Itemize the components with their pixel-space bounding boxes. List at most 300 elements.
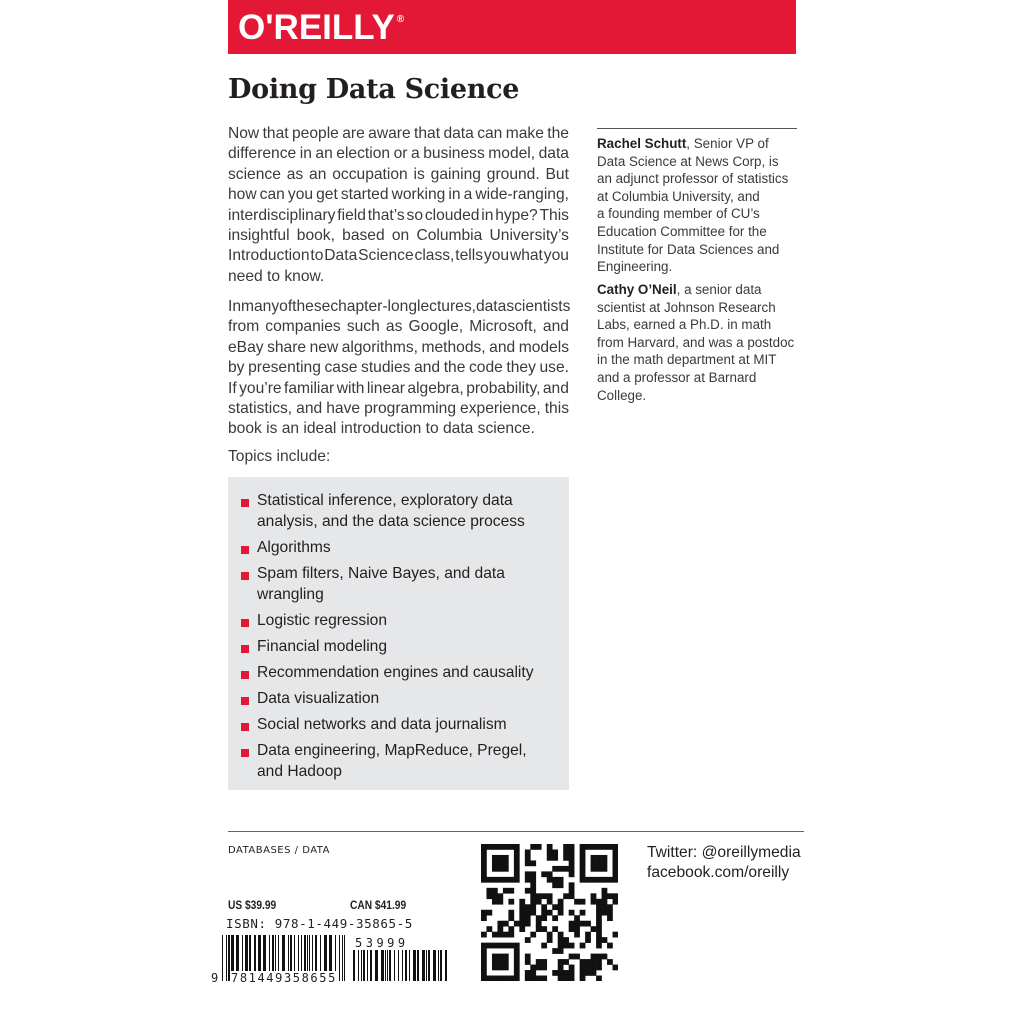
qr-module (514, 849, 520, 855)
qr-module (486, 976, 492, 981)
qr-module (569, 976, 575, 981)
qr-module (486, 877, 492, 883)
price-addon-barcode (353, 950, 451, 981)
qr-module (497, 932, 503, 938)
author-bio-1 (597, 135, 788, 276)
qr-module (558, 937, 564, 943)
qr-module (530, 844, 536, 850)
qr-module (525, 959, 531, 965)
qr-module (596, 954, 602, 960)
bio-line: at Columbia University, and (597, 188, 760, 204)
qr-module (596, 921, 602, 927)
qr-module (497, 921, 503, 927)
qr-module (530, 904, 536, 910)
description-paragraph-2 (228, 297, 569, 440)
topic-line: Social networks and data journalism (257, 716, 507, 733)
qr-module (585, 965, 591, 971)
qr-module (503, 954, 509, 960)
topic-line: Statistical inference, exploratory data (257, 492, 513, 509)
qr-module (563, 976, 569, 981)
paragraph-line: In many of these chapter-long lectures, data scientists (228, 298, 571, 315)
qr-module (481, 970, 487, 976)
qr-module (497, 860, 503, 866)
barcode-bar (344, 935, 345, 981)
qr-module (591, 926, 597, 932)
bullet-square-icon (241, 645, 249, 653)
paragraph-line: need to know. (228, 267, 325, 285)
barcode-first-digit: 9 (211, 971, 219, 985)
qr-module (525, 976, 531, 981)
qr-module (607, 844, 613, 850)
qr-module (558, 866, 564, 872)
qr-module (591, 959, 597, 965)
qr-module (497, 844, 503, 850)
topic-line: Logistic regression (257, 612, 388, 629)
qr-module (558, 965, 564, 971)
qr-module (525, 910, 531, 916)
bio-line: an adjunct professor of statistics (597, 171, 789, 187)
bio-divider (597, 128, 797, 129)
qr-module (492, 844, 498, 850)
paragraph-line: If you’re familiar with linear algebra, probability, and (228, 379, 569, 397)
qr-module (541, 910, 547, 916)
bio-line: scientist at Johnson Research (597, 299, 776, 315)
barcode-bar (358, 950, 359, 981)
qr-module (607, 915, 613, 921)
bio-line (597, 135, 788, 153)
qr-module (541, 871, 547, 877)
qr-module (547, 871, 553, 877)
qr-module (547, 877, 553, 883)
topic-line: Data engineering, MapReduce, Pregel, (257, 742, 527, 759)
qr-module (530, 910, 536, 916)
topic-line: Data visualization (257, 690, 380, 707)
qr-module (613, 893, 618, 899)
qr-module (569, 866, 575, 872)
qr-module (547, 849, 553, 855)
qr-module (596, 976, 602, 981)
qr-module (591, 844, 597, 850)
barcode-bar (398, 950, 399, 981)
bio-line: Labs, earned a Ph.D. in math (597, 317, 772, 333)
topic-item (257, 563, 505, 605)
qr-module (569, 860, 575, 866)
qr-module (580, 871, 586, 877)
qr-module (580, 855, 586, 861)
qr-module (558, 943, 564, 949)
barcode-bar (440, 950, 442, 981)
qr-module (574, 915, 580, 921)
qr-module (596, 932, 602, 938)
qr-module (486, 910, 492, 916)
qr-module (514, 976, 520, 981)
qr-module (530, 899, 536, 905)
qr-module (541, 965, 547, 971)
qr-module (519, 910, 525, 916)
qr-module (541, 915, 547, 921)
qr-module (585, 921, 591, 927)
qr-module (514, 871, 520, 877)
qr-module (497, 943, 503, 949)
qr-module (536, 893, 542, 899)
qr-module (596, 943, 602, 949)
qr-module (525, 937, 531, 943)
qr-module (580, 899, 586, 905)
qr-module (569, 871, 575, 877)
barcode-digits: 781449358655 (231, 971, 337, 985)
qr-module (508, 926, 514, 932)
qr-module (552, 849, 558, 855)
qr-module (492, 943, 498, 949)
qr-module (596, 926, 602, 932)
paragraph-line: Introduction to Data Science class, tells you what you (228, 247, 569, 265)
barcode-bar (413, 950, 416, 981)
qr-module (596, 937, 602, 943)
qr-module (558, 959, 564, 965)
price-us: US $39.99 (228, 898, 277, 912)
qr-module (596, 904, 602, 910)
qr-module (503, 932, 509, 938)
qr-module (481, 932, 487, 938)
qr-module (525, 871, 531, 877)
qr-module (541, 959, 547, 965)
bullet-square-icon (241, 723, 249, 731)
barcode-bar (222, 935, 223, 981)
qr-module (569, 954, 575, 960)
qr-module (503, 844, 509, 850)
qr-module (519, 899, 525, 905)
qr-module (552, 915, 558, 921)
qr-module (613, 871, 618, 877)
qr-module (481, 866, 487, 872)
qr-module (481, 965, 487, 971)
qr-module (525, 970, 531, 976)
qr-module (569, 965, 575, 971)
barcode-bar (405, 950, 407, 981)
qr-module (607, 943, 613, 949)
qr-module (613, 849, 618, 855)
topic-line: analysis, and the data science process (257, 513, 525, 530)
bio-line: Institute for Data Sciences and (597, 241, 780, 257)
qr-module (602, 899, 608, 905)
qr-module (613, 899, 618, 905)
qr-module (596, 860, 602, 866)
qr-module (536, 959, 542, 965)
qr-module (591, 899, 597, 905)
qr-module (547, 937, 553, 943)
qr-module (547, 844, 553, 850)
qr-module (613, 855, 618, 861)
bio-line (597, 281, 794, 299)
qr-module (552, 948, 558, 954)
barcode-bar (417, 950, 419, 981)
footer-divider (228, 831, 804, 832)
qr-module (585, 959, 591, 965)
qr-module (525, 877, 531, 883)
qr-module (481, 948, 487, 954)
qr-module (602, 888, 608, 894)
qr-code[interactable] (481, 844, 618, 981)
qr-module (558, 882, 564, 888)
barcode-bar (385, 950, 386, 981)
qr-module (602, 877, 608, 883)
qr-module (558, 932, 564, 938)
facebook-link[interactable]: facebook.com/oreilly (647, 863, 790, 881)
topic-line: Recommendation engines and causality (257, 664, 534, 681)
qr-module (547, 893, 553, 899)
qr-module (481, 871, 487, 877)
qr-module (481, 849, 487, 855)
qr-module (519, 915, 525, 921)
barcode-bar (428, 950, 430, 981)
barcode-bar (361, 950, 362, 981)
qr-module (530, 932, 536, 938)
addon-digits: 53999 (355, 936, 409, 950)
topic-item (257, 740, 527, 782)
topic-item (257, 537, 331, 558)
qr-module (497, 959, 503, 965)
bio-text: , Senior VP of (686, 136, 769, 151)
barcode-bar (353, 950, 355, 981)
qr-module (492, 877, 498, 883)
qr-module (514, 866, 520, 872)
paragraph-line: by presenting case studies and the code they use. (228, 359, 569, 377)
isbn: ISBN: 978-1-449-35865-5 (226, 916, 413, 931)
qr-module (481, 877, 487, 883)
topic-item (257, 714, 507, 735)
qr-module (580, 921, 586, 927)
barcode-bar (394, 950, 395, 981)
qr-module (525, 860, 531, 866)
qr-module (536, 844, 542, 850)
qr-module (536, 965, 542, 971)
price-can: CAN $41.99 (350, 898, 407, 912)
qr-module (596, 855, 602, 861)
qr-module (492, 959, 498, 965)
qr-module (508, 899, 514, 905)
qr-module (530, 888, 536, 894)
qr-module (596, 959, 602, 965)
qr-module (508, 915, 514, 921)
description-paragraph-1 (228, 124, 569, 287)
qr-module (602, 855, 608, 861)
qr-module (591, 970, 597, 976)
qr-module (541, 943, 547, 949)
qr-module (591, 893, 597, 899)
author-bio-2 (597, 281, 794, 404)
qr-module (569, 926, 575, 932)
qr-module (492, 932, 498, 938)
topic-line: Spam filters, Naive Bayes, and data (257, 565, 505, 582)
bullet-square-icon (241, 572, 249, 580)
topics-box (228, 477, 569, 790)
barcode-bar (342, 935, 343, 981)
qr-module (497, 866, 503, 872)
qr-module (503, 943, 509, 949)
barcode-bar (438, 950, 439, 981)
qr-module (481, 844, 487, 850)
bullet-square-icon (241, 546, 249, 554)
qr-module (563, 849, 569, 855)
qr-module (602, 904, 608, 910)
qr-module (591, 954, 597, 960)
qr-module (492, 976, 498, 981)
twitter-handle[interactable]: Twitter: @oreillymedia (647, 844, 801, 861)
barcode-bar (367, 950, 368, 981)
qr-module (519, 926, 525, 932)
qr-module (525, 855, 531, 861)
qr-module (486, 926, 492, 932)
qr-module (580, 970, 586, 976)
qr-module (563, 855, 569, 861)
qr-module (503, 866, 509, 872)
paragraph-line: difference in an election or a business model, data (228, 145, 569, 163)
qr-module (563, 970, 569, 976)
publisher-banner (228, 0, 796, 54)
qr-module (569, 888, 575, 894)
qr-module (508, 976, 514, 981)
qr-module (508, 877, 514, 883)
qr-module (486, 844, 492, 850)
qr-module (552, 855, 558, 861)
qr-module (519, 904, 525, 910)
barcode-bar (422, 950, 425, 981)
qr-module (574, 899, 580, 905)
qr-module (607, 893, 613, 899)
qr-module (602, 860, 608, 866)
paragraph-line: interdisciplinary field that’s so clouded in hype? This (228, 206, 569, 224)
qr-module (602, 937, 608, 943)
qr-module (503, 976, 509, 981)
qr-module (497, 877, 503, 883)
qr-module (492, 855, 498, 861)
qr-module (607, 910, 613, 916)
topics-label: Topics include: (228, 448, 331, 465)
bullet-square-icon (241, 671, 249, 679)
qr-module (481, 915, 487, 921)
qr-module (497, 893, 503, 899)
qr-module (497, 899, 503, 905)
qr-module (574, 954, 580, 960)
topic-item (257, 490, 525, 532)
qr-module (481, 943, 487, 949)
qr-module (541, 976, 547, 981)
qr-module (547, 899, 553, 905)
qr-module (530, 976, 536, 981)
bio-text: , a senior data (676, 282, 762, 297)
qr-module (536, 921, 542, 927)
bio-line: and a professor at Barnard (597, 369, 757, 385)
qr-module (602, 910, 608, 916)
topic-item (257, 662, 534, 683)
barcode-bar (226, 935, 227, 981)
bio-line: from Harvard, and was a postdoc (597, 334, 795, 350)
qr-module (486, 943, 492, 949)
paragraph-line: science as an occupation is gaining ground. But (228, 165, 569, 183)
qr-module (563, 844, 569, 850)
qr-module (585, 877, 591, 883)
qr-module (514, 943, 520, 949)
qr-module (514, 855, 520, 861)
qr-module (525, 921, 531, 927)
qr-module (563, 937, 569, 943)
bullet-square-icon (241, 697, 249, 705)
qr-module (503, 959, 509, 965)
qr-module (541, 893, 547, 899)
qr-module (514, 959, 520, 965)
qr-module (552, 926, 558, 932)
qr-module (497, 855, 503, 861)
qr-module (536, 899, 542, 905)
qr-module (558, 877, 564, 883)
qr-module (613, 844, 618, 850)
barcode-bar (375, 950, 378, 981)
bio-line: a founding member of CU’s (597, 206, 760, 222)
qr-module (558, 976, 564, 981)
barcode-bar (426, 950, 427, 981)
qr-module (580, 877, 586, 883)
qr-module (519, 921, 525, 927)
qr-module (552, 882, 558, 888)
qr-module (514, 877, 520, 883)
topic-item (257, 636, 387, 657)
qr-module (497, 954, 503, 960)
qr-module (585, 970, 591, 976)
bio-line: Data Science at News Corp, is (597, 153, 779, 169)
topic-line: Algorithms (257, 539, 331, 556)
qr-module (541, 904, 547, 910)
qr-module (580, 965, 586, 971)
barcode-bar (381, 950, 384, 981)
qr-module (591, 965, 597, 971)
qr-module (552, 904, 558, 910)
qr-module (580, 910, 586, 916)
qr-module (602, 893, 608, 899)
qr-module (503, 877, 509, 883)
qr-module (525, 849, 531, 855)
qr-module (503, 855, 509, 861)
qr-module (558, 899, 564, 905)
bullet-square-icon (241, 499, 249, 507)
barcode-bar (339, 935, 340, 981)
qr-module (613, 866, 618, 872)
qr-module (585, 937, 591, 943)
qr-module (607, 959, 613, 965)
qr-module (492, 893, 498, 899)
qr-module (596, 877, 602, 883)
qr-module (596, 915, 602, 921)
social-links (647, 843, 801, 882)
qr-module (530, 860, 536, 866)
qr-module (558, 904, 564, 910)
qr-module (492, 899, 498, 905)
qr-module (558, 948, 564, 954)
qr-module (563, 959, 569, 965)
qr-module (514, 948, 520, 954)
qr-module (525, 904, 531, 910)
qr-module (486, 888, 492, 894)
qr-module (530, 893, 536, 899)
qr-module (580, 976, 586, 981)
qr-module (481, 855, 487, 861)
oreilly-logo: O'REILLY ® (238, 8, 405, 47)
qr-module (558, 970, 564, 976)
topic-line: and Hadoop (257, 763, 342, 780)
qr-module (530, 965, 536, 971)
qr-module (536, 926, 542, 932)
qr-module (585, 932, 591, 938)
barcode-bar (445, 950, 447, 981)
